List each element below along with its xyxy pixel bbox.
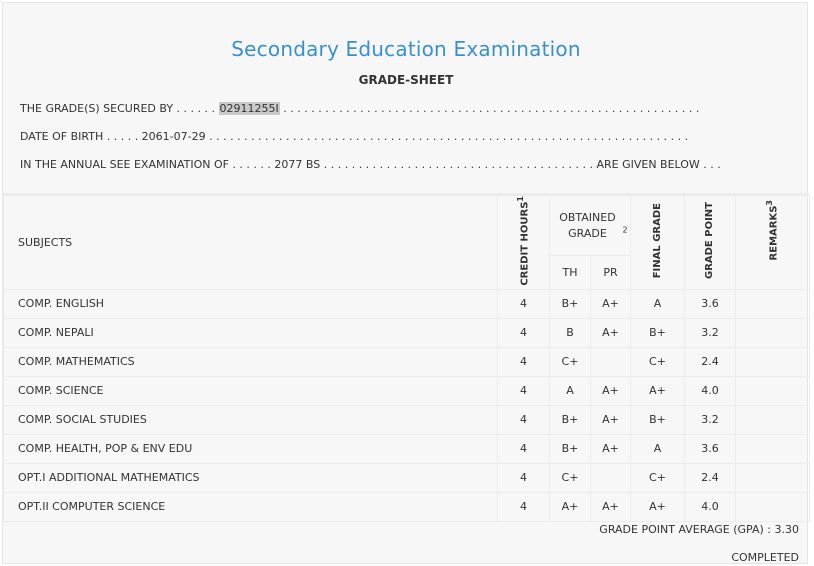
th-grade-cell: A+: [550, 492, 591, 521]
final-grade-cell: A+: [631, 376, 685, 405]
subject-cell: COMP. HEALTH, POP & ENV EDU: [4, 434, 498, 463]
remarks-cell: [736, 376, 810, 405]
pr-header: PR: [591, 256, 631, 289]
table-row: [4, 289, 810, 318]
subjects-header: SUBJECTS: [4, 196, 498, 290]
dob-line: DATE OF BIRTH . . . . . 2061-07-29 . . . . . . . . . . . . . . . . . . . . . . . . . . . . . . . . . . . . . . . . . . . . . . . . . . . . . . . . . . . . . . . . . . . . .: [20, 130, 689, 143]
grade-point-cell: 3.2: [685, 405, 736, 434]
subject-cell: COMP. MATHEMATICS: [4, 347, 498, 376]
final-grade-cell: C+: [631, 347, 685, 376]
th-grade-cell: C+: [550, 463, 591, 492]
remarks-cell: [736, 289, 810, 318]
pr-grade-cell: [591, 463, 631, 492]
th-grade-cell: A: [550, 376, 591, 405]
header-row-1: [4, 196, 810, 256]
subject-cell: COMP. SCIENCE: [4, 376, 498, 405]
table-row: [4, 347, 810, 376]
remarks-cell: [736, 463, 810, 492]
grade-point-cell: 4.0: [685, 492, 736, 521]
remarks-header: REMARKS$^3$: [736, 196, 810, 290]
gpa-summary: GRADE POINT AVERAGE (GPA) : 3.30: [599, 523, 799, 536]
table-row: [4, 376, 810, 405]
credit-hours-header: CREDIT HOURS$^1$: [498, 196, 550, 290]
exam-line: IN THE ANNUAL SEE EXAMINATION OF . . . . . . 2077 BS . . . . . . . . . . . . . . . . . . . . . . . . . . . . . . . . . . . . . . . ARE GIVEN BELOW . . .: [20, 158, 721, 171]
subject-cell: COMP. NEPALI: [4, 318, 498, 347]
page-title: Secondary Education Examination: [231, 37, 581, 61]
secured-by-prefix: THE GRADE(S) SECURED BY . . . . . .: [20, 102, 216, 115]
th-grade-cell: B+: [550, 405, 591, 434]
credit-cell: 4: [498, 289, 550, 318]
grades-body: [4, 289, 810, 521]
grade-point-header: GRADE POINT: [685, 196, 736, 290]
pr-grade-cell: A+: [591, 405, 631, 434]
pr-grade-cell: A+: [591, 492, 631, 521]
pr-grade-cell: [591, 347, 631, 376]
th-header: TH: [550, 256, 591, 289]
credit-cell: 4: [498, 463, 550, 492]
obtained-grade-header: OBTAINED GRADE $^2$: [550, 196, 631, 256]
credit-cell: 4: [498, 434, 550, 463]
pr-grade-cell: A+: [591, 434, 631, 463]
table-row: [4, 318, 810, 347]
pr-grade-cell: A+: [591, 289, 631, 318]
subject-cell: OPT.II COMPUTER SCIENCE: [4, 492, 498, 521]
grade-point-cell: 3.6: [685, 434, 736, 463]
grade-point-cell: 2.4: [685, 347, 736, 376]
credit-cell: 4: [498, 318, 550, 347]
grade-sheet: [2, 2, 808, 564]
final-grade-cell: A+: [631, 492, 685, 521]
table-row: [4, 463, 810, 492]
symbol-number: 02911255I: [219, 102, 279, 115]
th-grade-cell: B+: [550, 434, 591, 463]
pr-grade-cell: A+: [591, 318, 631, 347]
subject-cell: COMP. SOCIAL STUDIES: [4, 405, 498, 434]
th-grade-cell: B+: [550, 289, 591, 318]
remarks-cell: [736, 492, 810, 521]
grade-point-cell: 2.4: [685, 463, 736, 492]
secured-by-line: [20, 102, 699, 115]
grades-table: [3, 195, 810, 522]
remarks-cell: [736, 318, 810, 347]
table-row: [4, 492, 810, 521]
credit-cell: 4: [498, 492, 550, 521]
grade-point-cell: 4.0: [685, 376, 736, 405]
credit-cell: 4: [498, 376, 550, 405]
th-grade-cell: C+: [550, 347, 591, 376]
grade-point-cell: 3.6: [685, 289, 736, 318]
final-grade-cell: B+: [631, 405, 685, 434]
secured-by-dots: . . . . . . . . . . . . . . . . . . . . . . . . . . . . . . . . . . . . . . . . . . . . . . . . . . . . . . . . . . . .: [279, 102, 700, 115]
subject-cell: OPT.I ADDITIONAL MATHEMATICS: [4, 463, 498, 492]
status-text: COMPLETED: [731, 551, 799, 564]
final-grade-cell: B+: [631, 318, 685, 347]
remarks-cell: [736, 434, 810, 463]
page-subtitle: GRADE-SHEET: [358, 73, 454, 87]
remarks-cell: [736, 405, 810, 434]
th-grade-cell: B: [550, 318, 591, 347]
final-grade-header: FINAL GRADE: [631, 196, 685, 290]
remarks-cell: [736, 347, 810, 376]
table-row: [4, 405, 810, 434]
credit-cell: 4: [498, 347, 550, 376]
final-grade-cell: C+: [631, 463, 685, 492]
final-grade-cell: A: [631, 434, 685, 463]
final-grade-cell: A: [631, 289, 685, 318]
table-row: [4, 434, 810, 463]
pr-grade-cell: A+: [591, 376, 631, 405]
grade-point-cell: 3.2: [685, 318, 736, 347]
subject-cell: COMP. ENGLISH: [4, 289, 498, 318]
credit-cell: 4: [498, 405, 550, 434]
